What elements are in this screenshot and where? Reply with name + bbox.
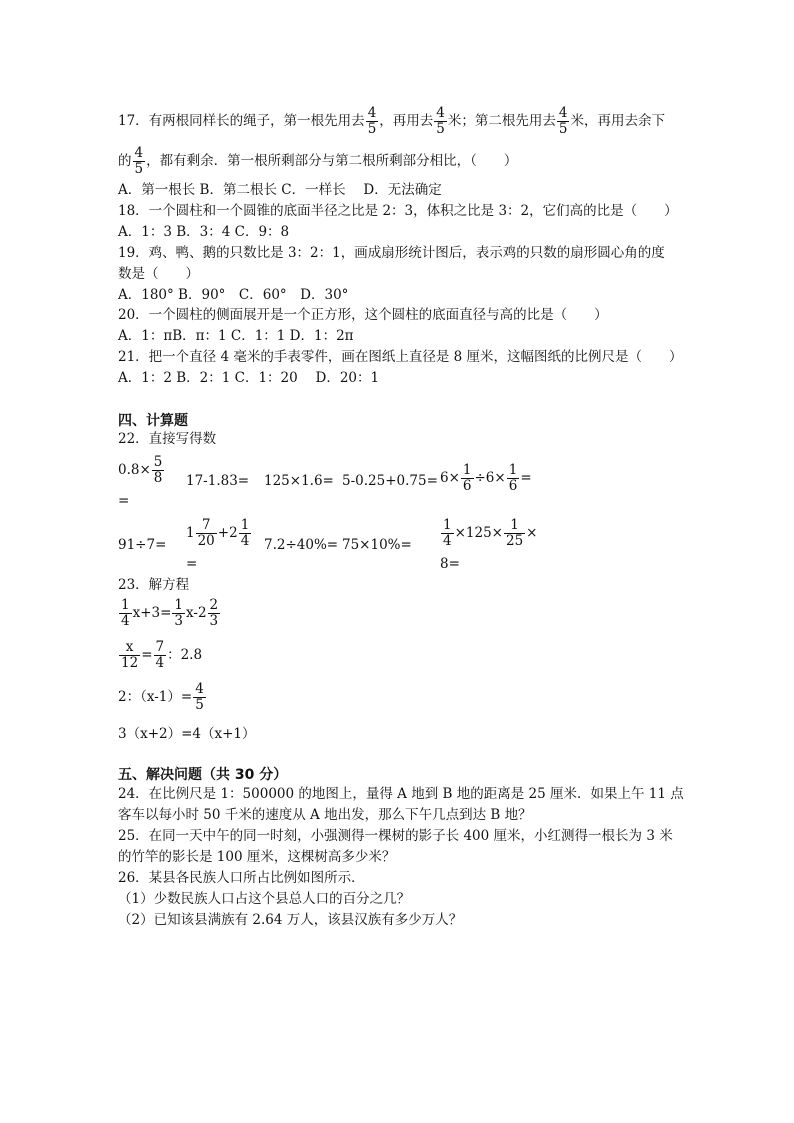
fraction-4-5: $\frac{4}{5}$	[367, 105, 377, 137]
question-17-text-d: 米，再用去余下	[570, 113, 665, 129]
fraction-4-5: $\frac{4}{5}$	[436, 105, 445, 137]
calc-0.8x5-8: 0.8× $\frac{5}{8}$	[118, 454, 163, 486]
question-19-line-1: 19．鸡、鸭、鹅的只数比是 3：2：1，画成扇形统计图后，表示鸡的只数的扇形圆心角的度	[118, 245, 665, 261]
section-4-title: 四、计算题	[118, 413, 188, 429]
question-20-text: 20．一个圆柱的侧面展开是一个正方形，这个圆柱的底面直径与高的比是（ ）	[118, 307, 608, 323]
calc-91div7: 91÷7=	[118, 537, 167, 553]
question-24-line-2: 客车以每小时 50 千米的速度从 A 地出发，那么下午几点到达 B 地？	[118, 807, 532, 823]
question-18-options: A．1：3 B．3：4 C．9：8	[118, 224, 290, 240]
question-19-line-2: 数是（ ）	[118, 266, 199, 282]
question-17-line-2	[118, 146, 517, 177]
calc-8-equals: 8=	[440, 556, 460, 572]
question-26-sub-2: （2）已知该县满族有 2.64 万人，该县汉族有多少万人？	[118, 912, 463, 928]
question-23-title: 23．解方程	[118, 577, 190, 593]
fraction-4-5: $\frac{4}{5}$	[558, 105, 568, 137]
question-25-line-1: 25．在同一天中午的同一时刻，小强测得一棵树的影子长 400 厘米，小红测得一根长为 3 米	[118, 828, 673, 844]
question-26-sub-1: （1）少数民族人口占这个县总人口的百分之几？	[118, 891, 411, 907]
calc-mixed-fraction-sum: 1 $\frac{7}{20}$ +2 $\frac{1}{4}$	[186, 517, 250, 549]
question-21-options: A．1：2 B．2：1 C．1：20 D．20：1	[118, 370, 380, 386]
calc-75x10pct: 75×10%=	[342, 537, 412, 553]
question-17-text-a: 17．有两根同样长的绳子，第一根先用去	[118, 113, 365, 129]
question-17-text-f: ，都有剩余．第一根所剩部分与第二根所剩部分相比，（ ）	[146, 153, 518, 169]
question-17-text-e: 的	[118, 153, 132, 169]
equation-4: 3（x+2）=4（x+1）	[118, 726, 256, 742]
calc-6x1-6div6x1-6: 6× $\frac{1}{6}$ ÷6× $\frac{1}{6}$ =	[440, 462, 532, 494]
calc-7.2div40pct: 7.2÷40%=	[264, 537, 339, 553]
question-18-text: 18．一个圆柱和一个圆锥的底面半径之比是 2：3，体积之比是 3：2，它们高的比是（ ）	[118, 203, 678, 219]
fraction-4-5: $\frac{4}{5}$	[134, 145, 144, 177]
calc-125x1.6: 125×1.6=	[264, 473, 334, 489]
question-21-text: 21．把一个直径 4 毫米的手表零件，画在图纸上直径是 8 厘米，这幅图纸的比例尺是（ ）	[118, 349, 683, 365]
question-17-text-b: ，再用去	[379, 113, 434, 129]
question-17-line-1	[118, 106, 665, 137]
unit-meter: 米	[447, 113, 462, 129]
question-25-line-2: 的竹竿的影长是 100 厘米，这棵树高多少米？	[118, 849, 396, 865]
equation-2: $\frac{x}{12}$ = $\frac{7}{4}$ ：2.8	[121, 639, 203, 671]
equation-3: 2：（x-1）= $\frac{4}{5}$	[118, 681, 204, 713]
question-17-options: A．第一根长 B．第二根长 C．一样长 D．无法确定	[118, 182, 442, 198]
calc-5-0.25+0.75: 5-0.25+0.75=	[342, 473, 438, 489]
question-20-options: A．1：πB．π：1 C．1：1 D．1：2π	[118, 328, 354, 344]
question-26-line-1: 26．某县各民族人口所占比例如图所示．	[118, 870, 365, 886]
section-5-title: 五、解决问题（共 30 分）	[118, 767, 288, 783]
equation-1: $\frac{1}{4}$ x+3= $\frac{1}{3}$ x-2 $\frac{2}{3}$	[121, 597, 219, 629]
question-19-options: A．180° B．90° C．60° D．30°	[118, 287, 349, 303]
calc-equals-sign: =	[118, 493, 130, 509]
question-17-text-c: ；第二根先用去	[461, 113, 556, 129]
calc-equals-sign-2: =	[186, 556, 198, 572]
question-24-line-1: 24．在比例尺是 1：500000 的地图上，量得 A 地到 B 地的距离是 25 厘米．如果上午 11 点	[118, 786, 684, 802]
calc-1-4x125x1-25x8: $\frac{1}{4}$ ×125× $\frac{1}{25}$ ×	[443, 517, 538, 549]
calc-17-1.83: 17-1.83=	[186, 473, 250, 489]
question-22-title: 22．直接写得数	[118, 431, 217, 447]
